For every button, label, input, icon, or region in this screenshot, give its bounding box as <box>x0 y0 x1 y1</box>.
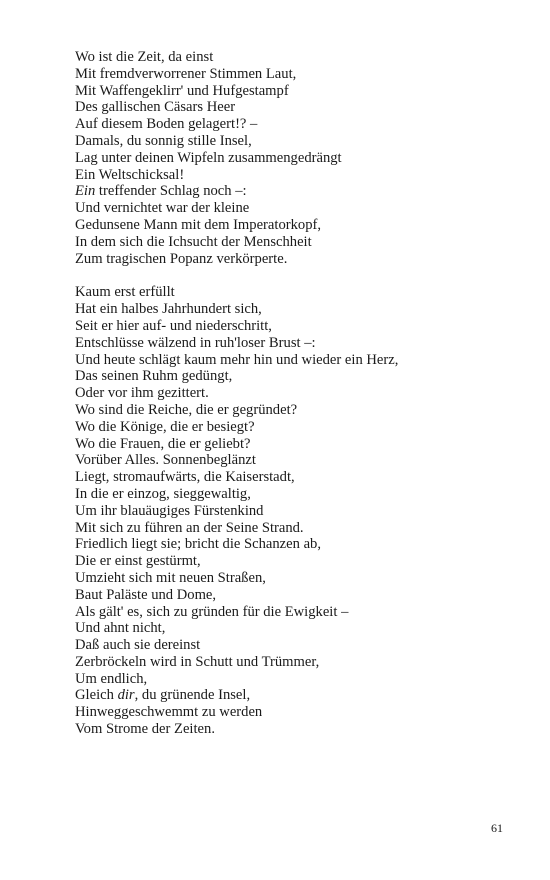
poem-line: Und vernichtet war der kleine <box>75 200 250 217</box>
poem-line: Als gält' es, sich zu gründen für die Ewigkeit – <box>75 603 349 620</box>
poem-line: Zerbröckeln wird in Schutt und Trümmer, <box>75 653 320 670</box>
poem-line: Um ihr blauäugiges Fürstenkind <box>75 502 264 519</box>
page-number: 61 <box>491 821 503 835</box>
poem-line: Um endlich, <box>75 670 148 687</box>
poem-line: In die er einzog, sieggewaltig, <box>75 485 251 502</box>
poem-line: Wo sind die Reiche, die er gegründet? <box>75 401 298 418</box>
poem-line: Zum tragischen Popanz verkörperte. <box>75 250 288 267</box>
poem-line: In dem sich die Ichsucht der Menschheit <box>75 233 312 250</box>
poem-line: Auf diesem Boden gelagert!? – <box>75 116 258 133</box>
poem-line: Mit fremdverworrener Stimmen Laut, <box>75 65 297 82</box>
poem-line: Vorüber Alles. Sonnenbeglänzt <box>75 452 256 469</box>
poem-line: Mit sich zu führen an der Seine Strand. <box>75 519 304 536</box>
poem-line: Und ahnt nicht, <box>75 620 166 637</box>
poem-line: Hat ein halbes Jahrhundert sich, <box>75 301 262 318</box>
stanza <box>75 49 535 267</box>
poem-line: Oder vor ihm gezittert. <box>75 385 209 402</box>
poem-line: Wo ist die Zeit, da einst <box>75 49 214 65</box>
poem-line: Mit Waffengeklirr' und Hufgestampf <box>75 82 289 99</box>
poem-line: Hinweggeschwemmt zu werden <box>75 704 263 721</box>
poem-line: Damals, du sonnig stille Insel, <box>75 132 252 149</box>
poem-line: Friedlich liegt sie; bricht die Schanzen ab, <box>75 536 321 553</box>
poem-line: Und heute schlägt kaum mehr hin und wieder ein Herz, <box>75 351 399 368</box>
poem-line: Gedunsene Mann mit dem Imperatorkopf, <box>75 216 321 233</box>
stanza <box>75 284 535 738</box>
poem-line: Des gallischen Cäsars Heer <box>75 99 236 116</box>
poem-line: Entschlüsse wälzend in ruh'loser Brust –: <box>75 334 316 351</box>
poem-line: Daß auch sie dereinst <box>75 637 201 654</box>
poem-line: Gleich dir, du grünende Insel, <box>75 687 251 704</box>
poem-line: Kaum erst erfüllt <box>75 284 175 301</box>
poem-line: Ein Weltschicksal! <box>75 166 185 183</box>
poem-line: Ein treffender Schlag noch –: <box>75 183 247 200</box>
poem-line: Wo die Könige, die er besiegt? <box>75 418 255 435</box>
poem <box>75 49 535 738</box>
poem-line: Das seinen Ruhm gedüngt, <box>75 368 233 385</box>
poem-line: Vom Strome der Zeiten. <box>75 721 215 738</box>
poem-line: Baut Paläste und Dome, <box>75 586 217 603</box>
poem-line: Lag unter deinen Wipfeln zusammengedrängt <box>75 149 342 166</box>
poem-line: Wo die Frauen, die er geliebt? <box>75 435 251 452</box>
poem-line: Seit er hier auf- und niederschritt, <box>75 317 272 334</box>
poem-line: Die er einst gestürmt, <box>75 553 201 570</box>
poem-line: Liegt, stromaufwärts, die Kaiserstadt, <box>75 469 295 486</box>
poem-line: Umzieht sich mit neuen Straßen, <box>75 569 266 586</box>
